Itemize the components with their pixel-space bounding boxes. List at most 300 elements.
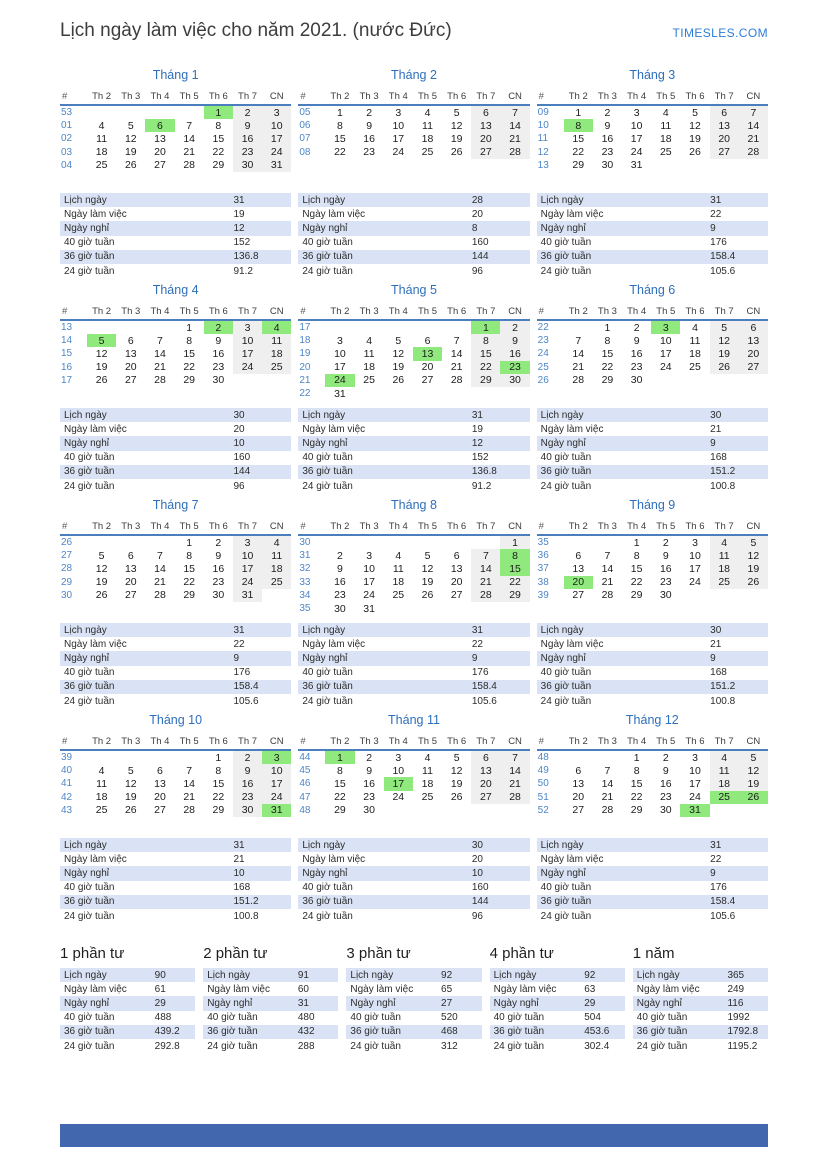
week-number-link[interactable]: 15: [61, 348, 73, 360]
weekend-day-cell: 21: [500, 132, 529, 145]
week-number-link[interactable]: 29: [61, 576, 73, 588]
stat-row: [490, 1011, 625, 1025]
weekend-day-cell: 21: [471, 576, 500, 589]
stat-row: [537, 193, 768, 207]
stat-value: 19: [233, 208, 245, 220]
day-cell: 29: [334, 804, 346, 817]
empty-day-cell: [593, 750, 622, 764]
stat-label: Lịch ngày: [350, 969, 394, 981]
stat-row: [60, 982, 195, 996]
month-block: [537, 283, 768, 493]
week-number-link[interactable]: 30: [299, 537, 311, 549]
stat-label: 40 giờ tuần: [64, 452, 115, 464]
week-number-link[interactable]: 39: [537, 589, 549, 601]
day-cell: 8: [337, 764, 343, 777]
stat-label: 24 giờ tuần: [636, 1040, 688, 1052]
day-cell: 23: [659, 576, 672, 589]
stat-row: [633, 982, 768, 996]
week-row: [60, 374, 291, 387]
stat-label: Ngày nghỉ: [64, 437, 110, 449]
week-number-link[interactable]: 40: [61, 765, 73, 777]
empty-day-cell: [710, 159, 739, 172]
day-header: Th 4: [384, 89, 413, 105]
week-number-link[interactable]: 26: [61, 537, 73, 549]
day-cell: 30: [363, 804, 375, 817]
week-number-link[interactable]: 34: [299, 589, 311, 601]
day-header: CN: [262, 304, 291, 320]
week-number-link[interactable]: 32: [299, 563, 311, 575]
stat-value: 176: [471, 667, 489, 679]
week-number-link[interactable]: 20: [299, 361, 311, 373]
day-cell: 1: [215, 751, 222, 764]
month-title-link[interactable]: Tháng 11: [388, 713, 440, 727]
weekend-day-cell: 7: [500, 750, 529, 764]
month-title-link[interactable]: Tháng 7: [152, 498, 199, 512]
stat-value: 152: [233, 237, 251, 249]
week-row: [60, 105, 291, 119]
day-cell: 24: [392, 146, 405, 159]
stat-label: 36 giờ tuần: [64, 466, 115, 478]
month-block: [60, 68, 291, 278]
day-cell: 14: [154, 347, 166, 360]
month-title-link[interactable]: Tháng 9: [629, 498, 676, 512]
day-header: CN: [739, 734, 768, 750]
week-row: [60, 347, 291, 360]
week-number-link[interactable]: 07: [299, 133, 311, 145]
week-number-link[interactable]: 18: [299, 335, 311, 347]
day-cell: 4: [98, 764, 105, 777]
summary-block: [60, 945, 195, 1053]
weekend-day-cell: 24: [233, 361, 262, 374]
week-number-link[interactable]: 52: [537, 804, 549, 816]
day-cell: 14: [572, 347, 585, 360]
day-header: Th 4: [622, 89, 651, 105]
day-cell: 9: [662, 764, 669, 777]
stat-value: 30: [710, 409, 722, 421]
week-number-link[interactable]: 35: [299, 603, 311, 615]
week-number-link[interactable]: 13: [537, 159, 549, 171]
day-cell: 25: [95, 804, 108, 817]
day-header: Th 5: [413, 89, 442, 105]
stat-row: [537, 436, 768, 450]
day-cell: 17: [363, 576, 375, 589]
week-column-header: #: [537, 734, 564, 750]
calendar-header-row: [60, 304, 291, 320]
weekend-day-cell: 3: [233, 320, 262, 334]
day-cell: 29: [183, 374, 195, 387]
summary-block: [346, 945, 481, 1053]
stat-label: Lịch ngày: [540, 839, 584, 851]
day-cell: 20: [154, 791, 166, 804]
stat-row: [298, 637, 529, 651]
week-number-link[interactable]: 27: [61, 550, 73, 562]
holiday-day-cell: 26: [739, 791, 768, 804]
day-cell: 17: [689, 777, 701, 790]
stat-row: [298, 838, 529, 852]
stat-value: 10: [233, 867, 245, 879]
stat-row: [60, 465, 291, 479]
day-cell: 11: [660, 119, 672, 132]
month-calendar-area: [537, 519, 768, 623]
day-header: Th 2: [564, 304, 593, 320]
day-header: Th 6: [442, 519, 471, 535]
week-number-link[interactable]: 13: [61, 322, 73, 334]
summary-title: 1 phần tư: [60, 945, 125, 962]
week-number-link[interactable]: 11: [537, 133, 549, 145]
weekend-day-cell: 9: [500, 334, 529, 347]
empty-day-cell: [680, 589, 709, 602]
day-header: Th 4: [145, 519, 174, 535]
week-number-link[interactable]: 17: [61, 374, 73, 386]
calendar-header-row: [60, 519, 291, 535]
week-row: [60, 361, 291, 374]
week-number-link[interactable]: 42: [61, 791, 73, 803]
day-cell: 29: [601, 374, 614, 387]
stat-row: [298, 465, 529, 479]
week-number-link[interactable]: 12: [537, 146, 549, 158]
stat-row: [298, 264, 529, 278]
week-number-link[interactable]: 44: [299, 752, 311, 764]
week-number-link[interactable]: 37: [537, 563, 549, 575]
holiday-day-cell: 3: [262, 750, 291, 764]
weekend-day-cell: 2: [500, 320, 529, 334]
stat-row: [203, 968, 338, 982]
stat-label: 24 giờ tuần: [64, 1040, 115, 1052]
stat-row: [60, 264, 291, 278]
week-number-link[interactable]: 23: [537, 335, 549, 347]
month-block: [298, 68, 529, 278]
week-number-link[interactable]: 28: [61, 563, 73, 575]
week-number-link[interactable]: 48: [299, 804, 311, 816]
month-title-link[interactable]: Tháng 2: [391, 68, 437, 82]
day-cell: 1: [186, 321, 193, 334]
stat-label: 40 giờ tuần: [64, 237, 115, 249]
day-header: Th 7: [471, 519, 500, 535]
summary-block: [203, 945, 338, 1053]
week-number-link[interactable]: 10: [537, 120, 549, 132]
day-cell: 17: [659, 347, 672, 360]
weekend-day-cell: 23: [233, 791, 262, 804]
stat-label: Ngày nghỉ: [493, 997, 539, 1009]
week-row: [298, 576, 529, 589]
stat-value: 105.6: [710, 910, 736, 922]
holiday-day-cell: 6: [145, 119, 174, 132]
day-header: Th 6: [442, 734, 471, 750]
day-cell: 16: [659, 562, 672, 575]
day-cell: 26: [124, 804, 137, 817]
day-header: CN: [739, 304, 768, 320]
stat-value: 100.8: [233, 910, 259, 922]
day-header: Th 6: [204, 519, 233, 535]
week-number-link[interactable]: 38: [537, 576, 549, 588]
day-cell: 8: [604, 334, 611, 347]
week-number-link[interactable]: 22: [299, 388, 311, 400]
day-cell: 18: [421, 132, 434, 145]
week-number-link[interactable]: 36: [537, 550, 549, 562]
calendar-header-row: [298, 304, 529, 320]
empty-day-cell: [355, 535, 384, 549]
empty-day-cell: [739, 374, 768, 387]
stat-value: 176: [710, 237, 727, 249]
week-number-link[interactable]: 50: [537, 778, 549, 790]
week-number-link[interactable]: 39: [61, 752, 73, 764]
week-number-link[interactable]: 53: [61, 107, 73, 119]
empty-day-cell: [262, 589, 291, 602]
weekend-day-cell: 6: [710, 105, 739, 119]
day-cell: 26: [450, 791, 463, 804]
day-cell: 5: [424, 549, 431, 562]
day-cell: 21: [183, 146, 195, 159]
empty-day-cell: [413, 602, 442, 615]
week-row: [298, 791, 529, 804]
calendar-header-row: [537, 519, 768, 535]
day-cell: 12: [392, 347, 405, 360]
day-cell: 9: [662, 549, 669, 562]
stat-value: 468: [441, 1026, 458, 1038]
week-column-header: #: [60, 89, 87, 105]
month-title-link[interactable]: Tháng 4: [152, 283, 199, 297]
month-title-link[interactable]: Tháng 3: [629, 68, 676, 82]
week-row: [298, 361, 529, 374]
day-cell: 12: [421, 562, 434, 575]
week-number-link[interactable]: 46: [299, 778, 311, 790]
months-grid: [60, 68, 768, 923]
week-number-link[interactable]: 31: [299, 550, 311, 562]
day-cell: 12: [689, 119, 701, 132]
week-number-link[interactable]: 05: [299, 107, 311, 119]
timesles-logo-link[interactable]: TIMESLES.COM: [672, 26, 768, 40]
week-number-link[interactable]: 09: [537, 107, 549, 119]
day-cell: 13: [572, 562, 585, 575]
day-cell: 17: [630, 132, 643, 145]
day-cell: 9: [366, 764, 373, 777]
weekend-day-cell: 27: [739, 361, 768, 374]
month-title-link[interactable]: Tháng 1: [152, 68, 199, 82]
day-cell: 23: [630, 361, 643, 374]
day-cell: 16: [659, 777, 672, 790]
stat-label: 24 giờ tuần: [64, 480, 115, 492]
stat-label: 36 giờ tuần: [540, 896, 592, 908]
day-cell: 1: [186, 536, 193, 549]
stat-value: 91.2: [471, 480, 492, 492]
day-cell: 18: [421, 777, 434, 790]
day-cell: 16: [601, 132, 614, 145]
week-number-link[interactable]: 14: [61, 335, 73, 347]
empty-day-cell: [87, 105, 116, 119]
month-calendar: [537, 519, 768, 602]
week-number-link[interactable]: 19: [299, 348, 311, 360]
day-cell: 3: [395, 751, 402, 764]
day-cell: 24: [659, 361, 672, 374]
day-header: Th 2: [87, 519, 116, 535]
weekend-day-cell: 25: [710, 576, 739, 589]
day-header: Th 3: [355, 304, 384, 320]
stat-label: Ngày làm việc: [540, 638, 604, 650]
weekend-day-cell: 17: [233, 562, 262, 575]
week-number-link[interactable]: 35: [537, 537, 549, 549]
stat-row: [537, 264, 768, 278]
day-header: Th 4: [145, 304, 174, 320]
week-number-link[interactable]: 06: [299, 120, 311, 132]
day-cell: 20: [124, 576, 137, 589]
weekend-day-cell: 12: [710, 334, 739, 347]
stats-table: [633, 968, 768, 1053]
week-number-link[interactable]: 02: [61, 133, 73, 145]
week-number-link[interactable]: 45: [299, 765, 311, 777]
day-cell: 7: [186, 764, 193, 777]
empty-day-cell: [116, 535, 145, 549]
day-cell: 28: [154, 374, 166, 387]
stat-value: 31: [710, 839, 722, 851]
day-cell: 1: [604, 321, 611, 334]
empty-day-cell: [145, 535, 174, 549]
stat-value: 136.8: [471, 466, 497, 478]
day-cell: 24: [689, 576, 701, 589]
day-cell: 3: [337, 334, 343, 347]
stat-label: 24 giờ tuần: [207, 1040, 258, 1052]
stat-value: 21: [233, 853, 245, 865]
day-header: Th 6: [680, 304, 709, 320]
stat-label: Ngày làm việc: [302, 638, 366, 650]
week-number-link[interactable]: 33: [299, 576, 311, 588]
day-cell: 3: [395, 106, 402, 119]
empty-day-cell: [442, 804, 471, 817]
week-row: [298, 750, 529, 764]
day-header: Th 3: [593, 519, 622, 535]
month-title-link[interactable]: Tháng 5: [391, 283, 437, 297]
day-cell: 1: [633, 751, 640, 764]
stat-row: [537, 207, 768, 221]
day-cell: 28: [154, 589, 166, 602]
day-cell: 18: [363, 361, 375, 374]
week-number-link[interactable]: 24: [537, 348, 549, 360]
month-calendar: [298, 519, 529, 615]
week-number-link[interactable]: 16: [61, 361, 73, 373]
weekend-day-cell: 2: [233, 750, 262, 764]
stats-table: [537, 838, 768, 923]
stat-row: [298, 479, 529, 493]
empty-day-cell: [593, 535, 622, 549]
week-number-link[interactable]: 01: [61, 120, 73, 132]
week-number-link[interactable]: 08: [299, 146, 311, 158]
day-cell: 6: [575, 764, 582, 777]
month-title-link[interactable]: Tháng 8: [391, 498, 437, 512]
stat-row: [633, 968, 768, 982]
week-row: [298, 562, 529, 575]
month-title-link[interactable]: Tháng 12: [625, 713, 679, 727]
day-cell: 22: [212, 146, 225, 159]
day-cell: 4: [98, 119, 105, 132]
week-number-link[interactable]: 22: [537, 322, 549, 334]
day-header: Th 6: [204, 734, 233, 750]
day-header: Th 4: [145, 734, 174, 750]
day-cell: 27: [450, 589, 463, 602]
day-cell: 5: [395, 334, 402, 347]
stat-value: 31: [710, 194, 722, 206]
week-number-link[interactable]: 17: [299, 322, 311, 334]
week-row: [298, 146, 529, 159]
day-cell: 2: [604, 106, 611, 119]
day-header: Th 3: [593, 734, 622, 750]
day-header: Th 5: [413, 734, 442, 750]
week-row: [60, 119, 291, 132]
empty-day-cell: [384, 535, 413, 549]
stat-label: Ngày nghỉ: [540, 437, 586, 449]
weekend-day-cell: 14: [739, 119, 768, 132]
weekend-day-cell: 30: [233, 159, 262, 172]
day-header: Th 2: [87, 304, 116, 320]
week-number-link[interactable]: 49: [537, 765, 549, 777]
empty-day-cell: [413, 535, 442, 549]
week-number-link[interactable]: 43: [61, 804, 73, 816]
day-header: Th 3: [355, 734, 384, 750]
stat-row: [60, 1011, 195, 1025]
weekend-day-cell: 25: [262, 576, 291, 589]
day-cell: 29: [212, 804, 225, 817]
stat-row: [60, 968, 195, 982]
week-number-link[interactable]: 47: [299, 791, 311, 803]
month-calendar-area: [60, 89, 291, 193]
weekend-day-cell: 11: [262, 334, 291, 347]
day-cell: 10: [392, 119, 405, 132]
stat-row: [60, 881, 291, 895]
month-title-link[interactable]: Tháng 6: [629, 283, 676, 297]
week-number-link[interactable]: 04: [61, 159, 73, 171]
stat-row: [537, 236, 768, 250]
week-row: [537, 750, 768, 764]
week-number-link[interactable]: 26: [537, 374, 549, 386]
day-cell: 7: [604, 549, 611, 562]
stat-row: [60, 436, 291, 450]
day-cell: 22: [572, 146, 585, 159]
week-number-link[interactable]: 30: [61, 589, 73, 601]
day-cell: 11: [363, 347, 375, 360]
week-number-link[interactable]: 48: [537, 752, 549, 764]
stat-value: 22: [710, 853, 722, 865]
stat-label: Ngày nghỉ: [64, 867, 110, 879]
week-number-link[interactable]: 03: [61, 146, 73, 158]
weekend-day-cell: 2: [233, 105, 262, 119]
stat-row: [60, 838, 291, 852]
stat-value: 116: [727, 997, 744, 1009]
holiday-day-cell: 4: [262, 320, 291, 334]
empty-day-cell: [175, 750, 204, 764]
stat-label: 40 giờ tuần: [207, 1012, 258, 1024]
stats-table: [298, 408, 529, 493]
weekend-day-cell: 17: [233, 347, 262, 360]
stat-row: [60, 193, 291, 207]
week-number-link[interactable]: 25: [537, 361, 549, 373]
weekend-day-cell: 18: [262, 347, 291, 360]
stat-label: Ngày làm việc: [64, 423, 127, 435]
week-number-link[interactable]: 41: [61, 778, 73, 790]
stat-value: 28: [471, 194, 483, 206]
stats-table: [298, 623, 529, 708]
stat-value: 91: [297, 969, 309, 981]
week-row: [537, 804, 768, 817]
stat-row: [298, 221, 529, 235]
stats-table: [60, 968, 195, 1053]
weekend-day-cell: 6: [739, 320, 768, 334]
empty-day-cell: [384, 387, 413, 400]
weekend-day-cell: 21: [739, 132, 768, 145]
stat-value: 96: [233, 480, 245, 492]
day-cell: 15: [334, 132, 346, 145]
day-header: Th 2: [87, 734, 116, 750]
week-number-link[interactable]: 51: [537, 791, 549, 803]
month-title-link[interactable]: Tháng 10: [149, 713, 203, 727]
week-number-link[interactable]: 21: [299, 374, 311, 386]
